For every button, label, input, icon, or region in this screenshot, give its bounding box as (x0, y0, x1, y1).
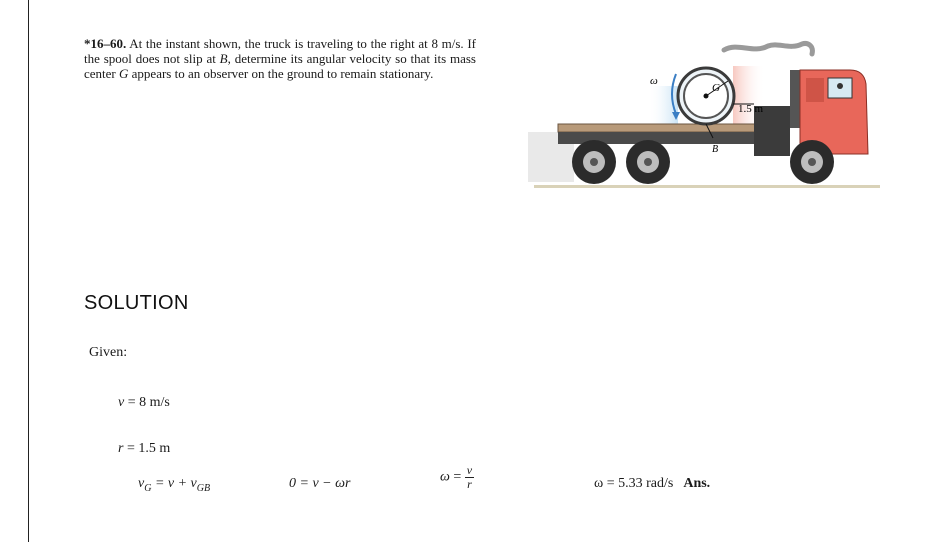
given-radius (118, 441, 170, 457)
front-wheel (790, 140, 834, 184)
problem-text-2: , determine its angular velocity so that its mass center (84, 51, 476, 81)
problem-text-1: At the instant shown, the truck is traveling to the right at 8 m/s. If the spool does not slip at (84, 36, 476, 66)
fraction-v-over-r: $\frac{v}{r}$ (466, 463, 473, 491)
cab-door (806, 78, 824, 102)
problem-point-b: B (219, 51, 228, 66)
g-label: G (712, 82, 720, 94)
answer-value: ω = 5.33 rad/s (594, 476, 674, 491)
r-value: = 1.5 m (126, 441, 171, 456)
rear-wheel-2 (626, 140, 670, 184)
problem-point-g: G (119, 66, 129, 81)
answer-label: Ans. (683, 476, 711, 491)
equation-zero-velocity: 0 = v − ωr (289, 476, 351, 491)
exhaust-stack (790, 70, 800, 128)
v-symbol: v (118, 395, 125, 410)
exhaust-smoke (724, 43, 812, 54)
flatbed (558, 124, 758, 132)
ground-line (534, 185, 880, 188)
answer (594, 476, 710, 492)
r-symbol: r (118, 441, 124, 456)
problem-number: *16–60. (84, 36, 127, 51)
v-value: = 8 m/s (127, 395, 170, 410)
radius-label: 1.5 m (738, 103, 764, 115)
equation-omega-fraction: ω = $\frac{v}{r}$ (440, 463, 473, 491)
omega-label: ω (650, 75, 658, 87)
solution-heading: SOLUTION (84, 292, 189, 314)
problem-statement (84, 36, 476, 81)
rear-wheel-1 (572, 140, 616, 184)
b-label: B (712, 144, 719, 155)
driver-head (837, 83, 843, 89)
truck-spool-figure (528, 36, 884, 196)
given-velocity (118, 395, 170, 411)
given-label: Given: (89, 345, 128, 360)
truck-spool-diagram (528, 36, 884, 196)
problem-text-3: appears to an observer on the ground to remain stationary. (128, 66, 434, 81)
page-left-rule (28, 0, 29, 542)
equation-relative-velocity: $v_G = v + v_{GB}$ (138, 476, 211, 494)
